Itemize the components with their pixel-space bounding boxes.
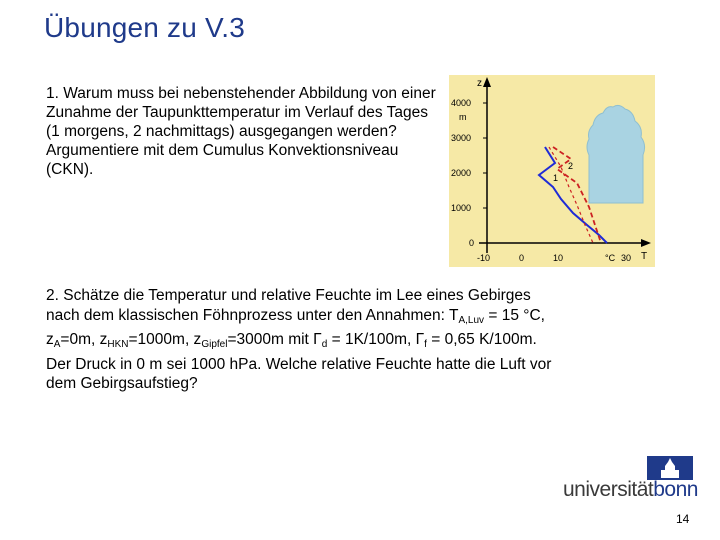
q2-gf-value: = 0,65 K/100m. Der Druck in 0 m sei (46, 331, 537, 373)
curve-label-2: 2 (568, 161, 574, 171)
q2-gd-value: = 1K/100m, (327, 331, 416, 348)
q2-line1: 2. Schätze die Temperatur und relative Feuchte im Lee eines Gebirges nach dem klassischen Föhnprozess unter den (46, 287, 531, 324)
slide-title: Übungen zu V.3 (44, 12, 246, 43)
z-tick-4000: 4000 (451, 98, 472, 108)
q2-zgipfel-value: =3000m (227, 331, 284, 348)
curve-label-1: 1 (553, 173, 559, 183)
z-tick-3000: 3000 (451, 133, 472, 143)
q2-zhkn-value: =1000m, z (128, 331, 202, 348)
q2-gd-subscript: d (321, 339, 328, 350)
q2-za-subscript: A (53, 339, 61, 350)
t-tick-minus10: -10 (477, 253, 491, 263)
z-axis-arrow (483, 77, 491, 87)
z-tick-1000: 1000 (451, 203, 472, 213)
t-axis-arrow (641, 239, 651, 247)
q2-annahmen: Annahmen: T (365, 306, 459, 324)
q2-t-subscript: A,Luv (458, 314, 485, 326)
crest-icon (647, 456, 693, 480)
t-tick-30: 30 (621, 253, 632, 263)
gamma-symbol-f: Γ (415, 331, 425, 348)
q2-za-value: =0m, z (60, 331, 108, 348)
q2-gf-subscript: f (424, 339, 427, 350)
t-tick-10: 10 (553, 253, 564, 263)
university-logo (563, 456, 698, 502)
q2-line-end: 1000 hPa. Welche relative Feuchte hatte die Luft vor dem Gebirgsaufstieg? (46, 355, 552, 392)
q2-zgipfel-subscript: Gipfel (201, 339, 228, 350)
q2-t-value: = 15 °C, z (46, 306, 545, 348)
z-tick-0: 0 (469, 238, 475, 248)
t-tick-unit: °C (605, 253, 616, 263)
logo-wordmark (563, 478, 698, 502)
logo-brand: bonn (653, 478, 698, 501)
question-2 (46, 286, 566, 394)
page-number: 14 (676, 512, 690, 526)
t-axis-label: T (641, 251, 648, 262)
gamma-symbol-d: Γ (313, 331, 322, 348)
q2-zhkn-subscript: HKN (107, 339, 129, 350)
z-tick-2000: 2000 (451, 168, 472, 178)
z-axis-label: z (477, 78, 482, 89)
cumulus-cloud (587, 105, 645, 203)
question-1: 1. Warum muss bei nebenstehender Abbildung von einer Zunahme der Taupunkttemperatur im Verlauf des Tages (1 morgens, 2 nachmittags) ausgegangen werden? Argumentiere mit dem Cumulus Konvektionsniveau (CKN). (46, 85, 436, 178)
z-unit-label: m (459, 112, 467, 122)
logo-word: universität (563, 478, 654, 501)
temperature-height-diagram (449, 75, 655, 267)
t-tick-0: 0 (519, 253, 525, 263)
q2-mit: mit (288, 331, 314, 348)
diagram-canvas (449, 75, 655, 267)
